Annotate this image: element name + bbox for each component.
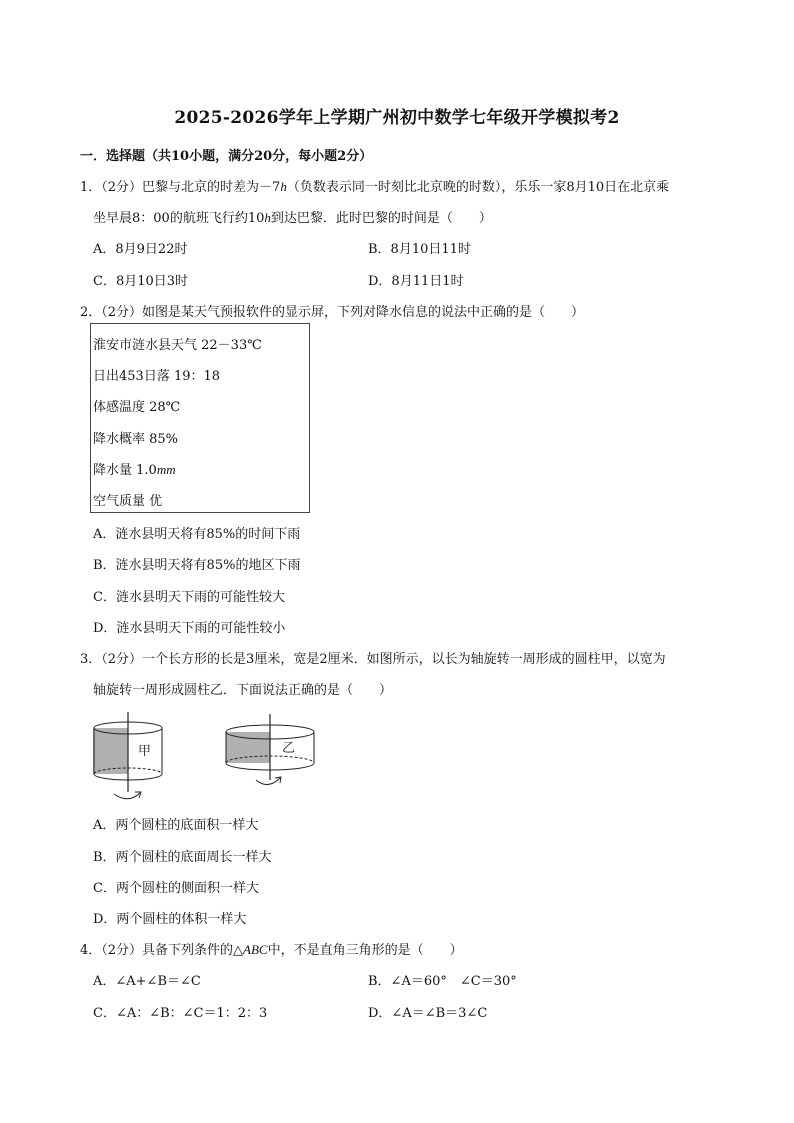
q1-var: h bbox=[264, 210, 271, 225]
q4-var: ABC bbox=[243, 942, 268, 957]
weather-display-box bbox=[90, 323, 310, 513]
weather-line-air: 空气质量 优 bbox=[93, 494, 163, 509]
rainfall-unit: mm bbox=[156, 462, 176, 477]
q1-option-a: A．8月9日22时 bbox=[93, 242, 188, 257]
q1-text: 1．（2分）巴黎与北京的时差为－7 bbox=[80, 180, 281, 195]
q3-option-c: C．两个圆柱的侧面积一样大 bbox=[93, 881, 259, 896]
q4-text: 4．（2分）具备下列条件的△ bbox=[80, 943, 244, 958]
weather-line-sun: 日出453日落 19：18 bbox=[93, 369, 221, 384]
cylinder-figure bbox=[90, 712, 330, 804]
q2-option-c: C．涟水县明天下雨的可能性较大 bbox=[93, 590, 285, 605]
q3-line1: 3．（2分）一个长方形的长是3厘米，宽是2厘米．如图所示，以长为轴旋转一周形成的圆柱甲，以宽为 bbox=[80, 652, 666, 667]
q4-option-b: B．∠A＝60° ∠C＝30° bbox=[368, 974, 517, 989]
q1-option-b: B．8月10日11时 bbox=[368, 242, 471, 257]
cylinder-jia bbox=[93, 712, 162, 799]
q3-option-b: B．两个圆柱的底面周长一样大 bbox=[93, 850, 272, 865]
q3-option-d: D．两个圆柱的体积一样大 bbox=[93, 912, 247, 927]
q4-text: 中，不是直角三角形的是（ ） bbox=[267, 943, 463, 958]
q1-text: 到达巴黎．此时巴黎的时间是（ ） bbox=[270, 211, 492, 226]
q1-var: h bbox=[280, 179, 287, 194]
section-heading: 一．选择题（共10小题，满分20分，每小题2分） bbox=[80, 149, 373, 164]
q1-line1 bbox=[80, 176, 669, 195]
q4-option-c: C．∠A：∠B：∠C＝1：2：3 bbox=[93, 1006, 268, 1021]
label-yi: 乙 bbox=[282, 741, 296, 756]
q4-line1 bbox=[80, 939, 463, 958]
shaded-rectangle-yi bbox=[226, 732, 270, 763]
q1-text: 坐早晨8：00的航班飞行约10 bbox=[93, 211, 265, 226]
weather-line-feel: 体感温度 28℃ bbox=[93, 400, 181, 415]
page-title: 2025-2026学年上学期广州初中数学七年级开学模拟考2 bbox=[174, 108, 620, 128]
q1-option-d: D．8月11日1时 bbox=[368, 274, 464, 289]
rainfall-text: 降水量 1.0 bbox=[93, 463, 157, 478]
weather-line-probability: 降水概率 85% bbox=[93, 432, 179, 447]
q2-option-d: D．涟水县明天下雨的可能性较小 bbox=[93, 621, 286, 636]
rotation-arrow-jia bbox=[114, 793, 140, 799]
q2-option-b: B．涟水县明天将有85%的地区下雨 bbox=[93, 558, 301, 573]
weather-line-city: 淮安市涟水县天气 22－33℃ bbox=[93, 338, 262, 353]
q1-line2 bbox=[93, 207, 492, 226]
shaded-rectangle-jia bbox=[93, 728, 128, 774]
q2-line1: 2．（2分）如图是某天气预报软件的显示屏，下列对降水信息的说法中正确的是（ ） bbox=[80, 305, 585, 320]
q4-option-d: D．∠A＝∠B＝3∠C bbox=[368, 1006, 488, 1021]
q3-line2: 轴旋转一周形成圆柱乙．下面说法正确的是（ ） bbox=[93, 683, 393, 698]
label-jia: 甲 bbox=[138, 744, 152, 759]
q1-option-c: C．8月10日3时 bbox=[93, 274, 189, 289]
weather-line-rainfall bbox=[93, 459, 176, 478]
q2-option-a: A．涟水县明天将有85%的时间下雨 bbox=[93, 527, 301, 542]
q1-text: （负数表示同一时刻比北京晚的时数），乐乐一家8月10日在北京乘 bbox=[286, 180, 670, 195]
rotation-arrow-yi bbox=[256, 778, 280, 785]
cylinder-yi bbox=[226, 714, 314, 785]
q4-option-a: A．∠A+∠B＝∠C bbox=[93, 974, 201, 989]
q3-option-a: A．两个圆柱的底面积一样大 bbox=[93, 818, 259, 833]
